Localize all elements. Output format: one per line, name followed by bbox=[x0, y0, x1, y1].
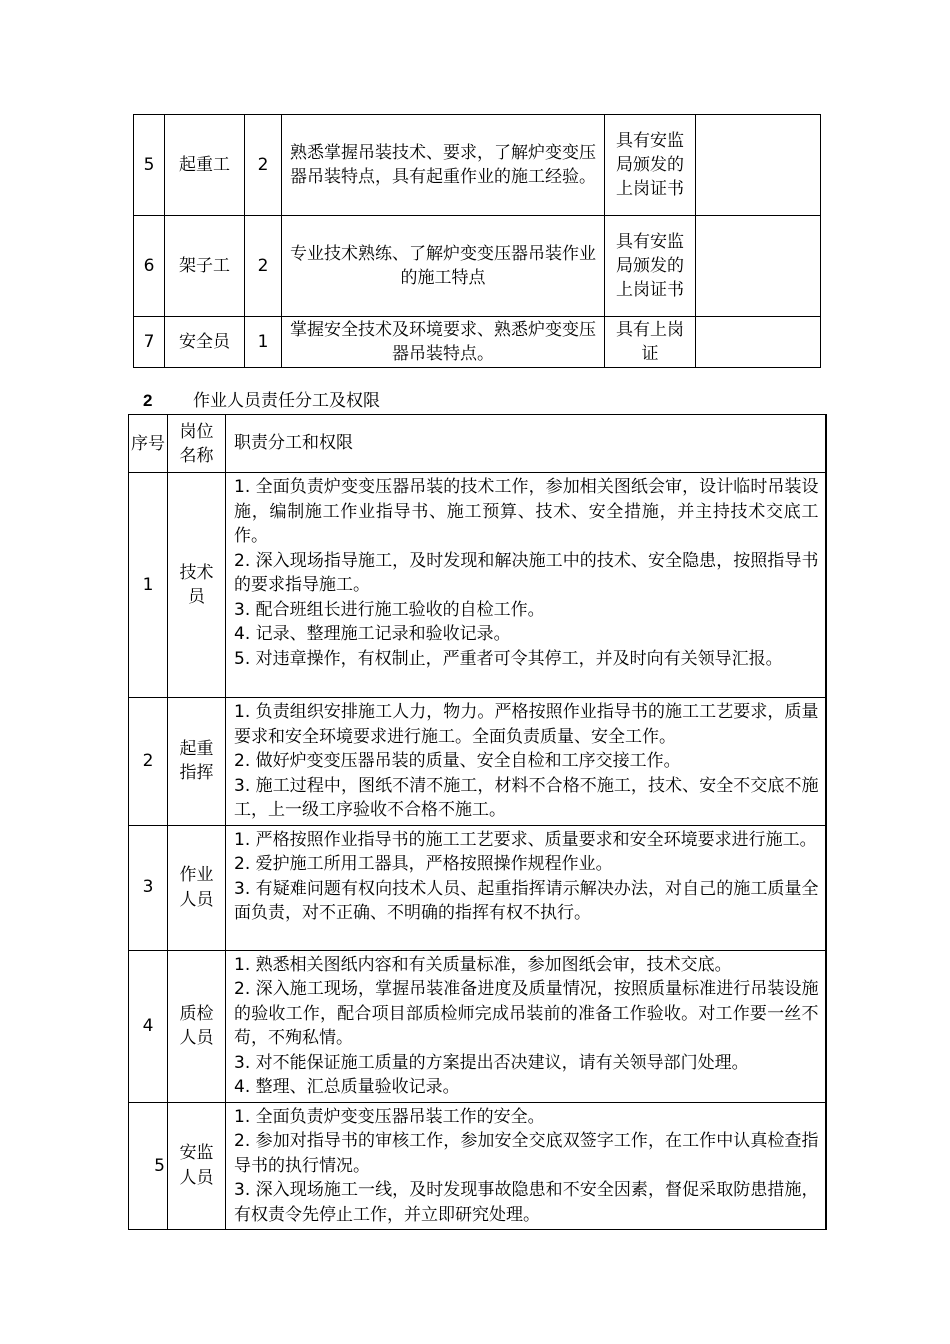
row-number: 5 bbox=[134, 115, 165, 216]
duties-cell bbox=[226, 825, 826, 950]
duty-item: 3. 配合班组长进行施工验收的自检工作。 bbox=[234, 599, 545, 620]
headcount: 1 bbox=[245, 317, 282, 368]
row-number: 2 bbox=[129, 698, 168, 826]
section-heading bbox=[143, 390, 380, 412]
duties-cell bbox=[226, 698, 826, 826]
job-title: 安监人员 bbox=[168, 1102, 226, 1230]
remark-cell bbox=[696, 115, 821, 216]
table-row bbox=[134, 216, 821, 317]
duty-item: 3. 对不能保证施工质量的方案提出否决建议，请有关领导部门处理。 bbox=[234, 1052, 749, 1073]
duty-item: 2. 爱护施工所用工器具，严格按照操作规程作业。 bbox=[234, 854, 613, 874]
row-number: 1 bbox=[129, 473, 168, 698]
certificate-requirement: 具有安监局颁发的上岗证书 bbox=[605, 216, 696, 317]
duty-item: 5. 对违章操作，有权制止，严重者可令其停工，并及时向有关领导汇报。 bbox=[234, 648, 783, 669]
duties-cell bbox=[226, 950, 826, 1102]
job-title: 安全员 bbox=[165, 317, 245, 368]
duty-item: 4. 整理、汇总质量验收记录。 bbox=[234, 1077, 460, 1097]
certificate-requirement: 具有上岗证 bbox=[605, 317, 696, 368]
table-row bbox=[129, 950, 826, 1102]
duty-item: 4. 记录、整理施工记录和验收记录。 bbox=[234, 624, 511, 644]
duties-cell bbox=[226, 473, 826, 698]
duty-item: 3. 深入现场施工一线，及时发现事故隐患和不安全因素，督促采取防患措施，有权责令先停止工作，并立即研究处理。 bbox=[234, 1180, 819, 1225]
row-number: 3 bbox=[129, 825, 168, 950]
duty-item: 3. 施工过程中，图纸不清不施工，材料不合格不施工，技术、安全不交底不施工，上一级工序验收不合格不施工。 bbox=[234, 775, 819, 820]
table-row bbox=[129, 698, 826, 826]
qualification-description: 掌握安全技术及环境要求、熟悉炉变变压器吊装特点。 bbox=[282, 317, 605, 368]
job-title: 作业人员 bbox=[168, 825, 226, 950]
duty-item: 2. 深入现场指导施工，及时发现和解决施工中的技术、安全隐患，按照指导书的要求指导施工。 bbox=[234, 550, 819, 595]
header-serial-number: 序号 bbox=[129, 415, 168, 473]
personnel-requirements-table bbox=[133, 114, 821, 368]
duty-item: 2. 参加对指导书的审核工作，参加安全交底双签字工作，在工作中认真检查指导书的执行情况。 bbox=[234, 1131, 819, 1176]
duty-item: 2. 深入施工现场，掌握吊装准备进度及质量情况，按照质量标准进行吊装设施的验收工作，配合项目部质检师完成吊装前的准备工作验收。对工作要一丝不苟，不殉私情。 bbox=[234, 979, 819, 1048]
table-row bbox=[129, 825, 826, 950]
duty-item: 1. 熟悉相关图纸内容和有关质量标准，参加图纸会审，技术交底。 bbox=[234, 954, 732, 975]
row-number: 7 bbox=[134, 317, 165, 368]
qualification-description: 熟悉掌握吊装技术、要求，了解炉变变压器吊装特点，具有起重作业的施工经验。 bbox=[282, 115, 605, 216]
table-row bbox=[129, 1102, 826, 1230]
header-job-title: 岗位名称 bbox=[168, 415, 226, 473]
headcount: 2 bbox=[245, 115, 282, 216]
remark-cell bbox=[696, 216, 821, 317]
section-title: 作业人员责任分工及权限 bbox=[193, 391, 380, 411]
qualification-description: 专业技术熟练、了解炉变变压器吊装作业的施工特点 bbox=[282, 216, 605, 317]
table-row bbox=[134, 115, 821, 216]
duty-item: 2. 做好炉变变压器吊装的质量、安全自检和工序交接工作。 bbox=[234, 751, 681, 771]
table-row bbox=[134, 317, 821, 368]
section-number: 2 bbox=[143, 391, 153, 410]
duty-item: 1. 负责组织安排施工人力，物力。严格按照作业指导书的施工工艺要求，质量要求和安全环境要求进行施工。全面负责质量、安全工作。 bbox=[234, 702, 819, 747]
duty-item: 3. 有疑难问题有权向技术人员、起重指挥请示解决办法，对自己的施工质量全面负责，对不正确、不明确的指挥有权不执行。 bbox=[234, 878, 819, 923]
header-duties: 职责分工和权限 bbox=[226, 415, 826, 473]
headcount: 2 bbox=[245, 216, 282, 317]
duties-cell bbox=[226, 1102, 826, 1230]
job-title: 质检人员 bbox=[168, 950, 226, 1102]
job-title: 技术员 bbox=[168, 473, 226, 698]
remark-cell bbox=[696, 317, 821, 368]
responsibility-table bbox=[128, 414, 827, 1230]
certificate-requirement: 具有安监局颁发的上岗证书 bbox=[605, 115, 696, 216]
duty-item: 1. 严格按照作业指导书的施工工艺要求、质量要求和安全环境要求进行施工。 bbox=[234, 829, 817, 850]
table-header-row bbox=[129, 415, 826, 473]
row-number: 6 bbox=[134, 216, 165, 317]
row-number: 5 bbox=[129, 1102, 168, 1230]
row-number: 4 bbox=[129, 950, 168, 1102]
job-title: 架子工 bbox=[165, 216, 245, 317]
duty-item: 1. 全面负责炉变变压器吊装工作的安全。 bbox=[234, 1106, 545, 1127]
duty-item: 1. 全面负责炉变变压器吊装的技术工作，参加相关图纸会审，设计临时吊装设施，编制施工作业指导书、施工预算、技术、安全措施，并主持技术交底工作。 bbox=[234, 477, 819, 546]
job-title: 起重工 bbox=[165, 115, 245, 216]
table-row bbox=[129, 473, 826, 698]
job-title: 起重指挥 bbox=[168, 698, 226, 826]
